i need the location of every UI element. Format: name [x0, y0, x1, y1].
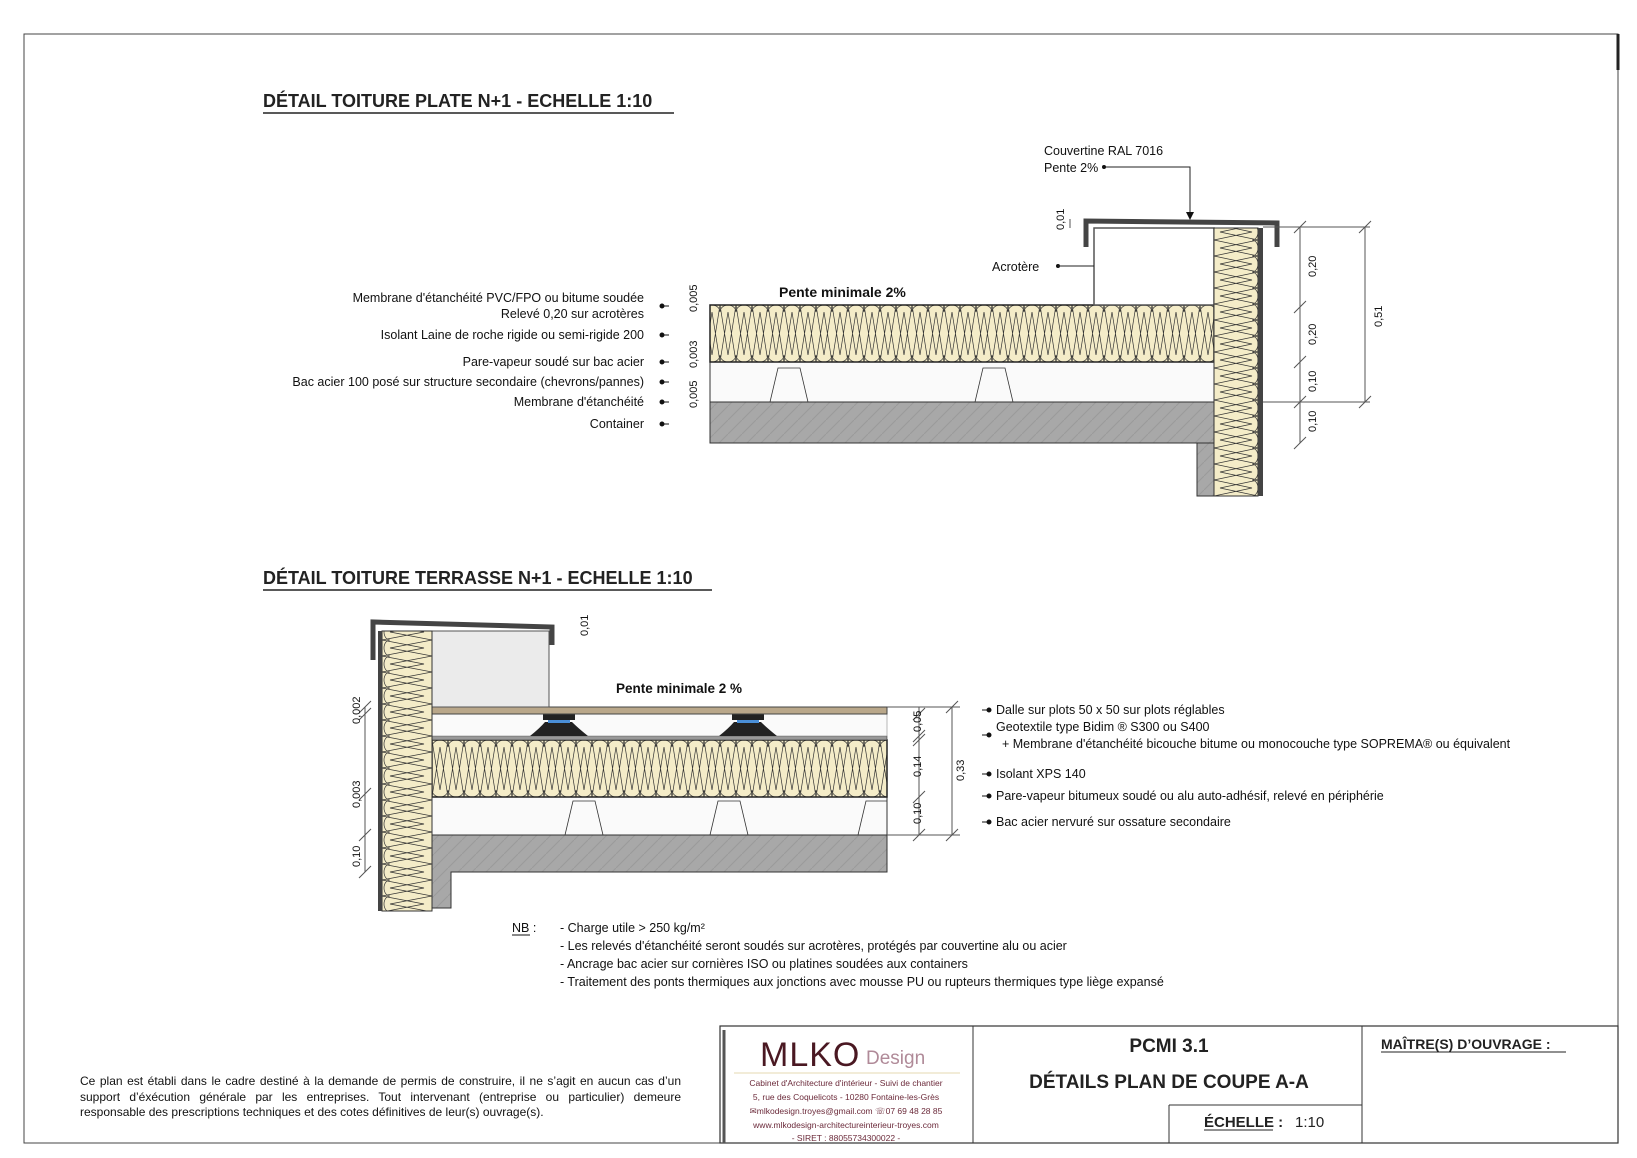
svg-text:- Ancrage bac acier sur corniè: - Ancrage bac acier sur cornières ISO ou platines soudées aux containers	[560, 957, 968, 971]
svg-text:0,10: 0,10	[912, 802, 924, 824]
svg-text:- Les relevés d'étanchéité ser: - Les relevés d'étanchéité seront soudés sur acrotères, protégés par couvertine alu ou acier	[560, 939, 1067, 953]
svg-text:0,002: 0,002	[351, 696, 363, 724]
owner-label: MAÎTRE(S) D’OUVRAGE :	[1381, 1036, 1551, 1052]
svg-text:Pare-vapeur soudé sur bac acie: Pare-vapeur soudé sur bac acier	[462, 355, 644, 369]
svg-text:- SIRET : 88055734300022 -: - SIRET : 88055734300022 -	[791, 1133, 901, 1143]
notes	[512, 921, 1164, 989]
svg-text:0,10: 0,10	[1307, 370, 1319, 392]
title-block	[720, 1026, 1618, 1143]
sheet-code: PCMI 3.1	[1129, 1036, 1209, 1057]
svg-text:0,20: 0,20	[1307, 323, 1319, 345]
couvertine-label: Couvertine RAL 7016	[1044, 144, 1164, 158]
svg-text:NB :: NB :	[512, 921, 537, 935]
svg-text:Container: Container	[589, 417, 644, 431]
svg-text:5, rue des Coquelicots - 10280: 5, rue des Coquelicots - 10280 Fontaine-les-Grès	[752, 1092, 940, 1102]
svg-text:0,003: 0,003	[351, 780, 363, 808]
svg-text:0,01: 0,01	[1055, 208, 1067, 230]
disclaimer-text: Ce plan est établi dans le cadre destiné à la demande de permis de construire, il ne s’agit en aucun cas d’un support d’éxécution générale par les entreprises. Tout intervenant (entreprise ou particulier) demeure responsable des prescriptions techniques et des cotes définitives de leur(s) ouvrage(s).	[80, 1074, 681, 1119]
slope-label-plate: Pente minimale 2%	[779, 284, 906, 300]
svg-text:+ Membrane d'étanchéité bicouc: + Membrane d'étanchéité bicouche bitume ou monocouche type SOPREMA® ou équivalent	[1002, 737, 1511, 751]
detail-terrasse-drawing	[373, 622, 887, 911]
svg-text:0,10: 0,10	[351, 845, 363, 867]
svg-text:0,14: 0,14	[912, 755, 924, 777]
scale-label: ÉCHELLE :	[1204, 1114, 1284, 1131]
svg-text:Isolant XPS 140: Isolant XPS 140	[996, 767, 1086, 781]
svg-text:0,33: 0,33	[955, 759, 967, 781]
svg-text:0,01: 0,01	[579, 614, 591, 636]
svg-text:Dalle sur plots 50 x 50 sur pl: Dalle sur plots 50 x 50 sur plots réglables	[996, 703, 1225, 717]
svg-text:- Charge utile > 250 kg/m²: - Charge utile > 250 kg/m²	[560, 921, 705, 935]
svg-text:Isolant Laine de roche rigide: Isolant Laine de roche rigide ou semi-rigide 200	[380, 328, 644, 342]
svg-text:Membrane d'étanchéité PVC/FPO: Membrane d'étanchéité PVC/FPO ou bitume soudée	[352, 291, 644, 305]
svg-text:Geotextile type Bidim ® S300 o: Geotextile type Bidim ® S300 ou S400	[996, 720, 1210, 734]
svg-text:0,003: 0,003	[688, 340, 700, 368]
layer-labels-terrasse	[982, 703, 1511, 829]
svg-text:✉mlkodesign.troyes@gmail.com: ✉mlkodesign.troyes@gmail.com ☏07 69 48 28 85	[749, 1106, 943, 1116]
dims-left-terrasse	[351, 696, 371, 878]
svg-text:0,05: 0,05	[912, 710, 924, 732]
svg-text:Membrane d'étanchéité: Membrane d'étanchéité	[513, 395, 644, 409]
scale-value: 1:10	[1295, 1114, 1325, 1131]
svg-text:Bac acier 100 posé sur structu: Bac acier 100 posé sur structure secondaire (chevrons/pannes)	[292, 375, 644, 389]
detail-title-terrasse: DÉTAIL TOITURE TERRASSE N+1 - ECHELLE 1:10	[263, 568, 693, 588]
layer-labels-plate	[292, 291, 669, 431]
svg-text:Design: Design	[866, 1048, 926, 1069]
svg-text:www.mlkodesign-architectureint: www.mlkodesign-architectureinterieur-troyes.com	[753, 1120, 939, 1130]
svg-text:0,005: 0,005	[688, 380, 700, 408]
sheet-name: DÉTAILS PLAN DE COUPE A-A	[1029, 1072, 1309, 1093]
svg-text:Relevé 0,20 sur acrotères: Relevé 0,20 sur acrotères	[500, 307, 644, 321]
svg-text:0,10: 0,10	[1307, 410, 1319, 432]
svg-text:0,20: 0,20	[1307, 255, 1319, 277]
svg-text:- Traitement des ponts thermiq: - Traitement des ponts thermiques aux jonctions avec mousse PU ou rupteurs thermiques type liège expansé	[560, 975, 1164, 989]
svg-text:MLKO: MLKO	[760, 1036, 861, 1074]
svg-text:Bac acier nervuré sur ossature: Bac acier nervuré sur ossature secondaire	[996, 815, 1231, 829]
slope-label-terrasse: Pente minimale 2 %	[616, 681, 743, 696]
svg-text:Cabinet d'Architecture d'intér: Cabinet d'Architecture d'intérieur - Suivi de chantier	[749, 1078, 943, 1088]
couvertine-slope-label: Pente 2%	[1044, 161, 1099, 175]
svg-text:Pare-vapeur bitumeux soudé ou: Pare-vapeur bitumeux soudé ou alu auto-adhésif, relevé en périphérie	[996, 789, 1384, 803]
detail-title-plate: DÉTAIL TOITURE PLATE N+1 - ECHELLE 1:10	[263, 91, 653, 111]
acrotere-label: Acrotère	[992, 260, 1040, 274]
svg-text:0,005: 0,005	[688, 284, 700, 312]
svg-text:0,51: 0,51	[1373, 305, 1385, 327]
dims-left-plate	[688, 284, 700, 408]
